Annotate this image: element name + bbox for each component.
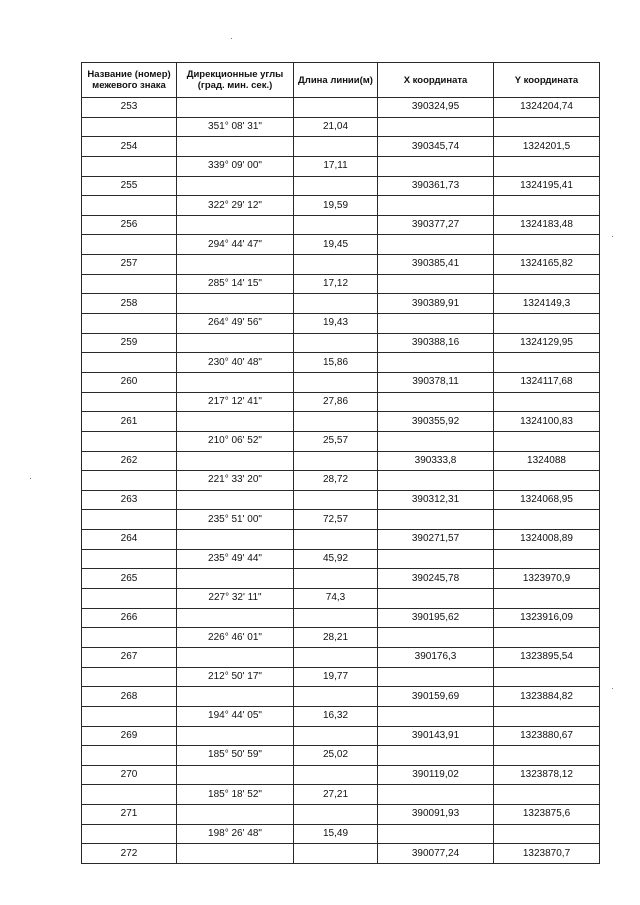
y-coordinate-cell [494, 471, 600, 491]
table-row [82, 824, 600, 844]
point-name-cell: 260 [82, 372, 177, 392]
x-coordinate-cell [378, 117, 494, 137]
x-coordinate-cell: 390176,3 [378, 647, 494, 667]
bearing-cell: 351° 08' 31" [177, 117, 294, 137]
point-name-cell [82, 785, 177, 805]
x-coordinate-cell: 390159,69 [378, 687, 494, 707]
scan-speck [30, 478, 31, 479]
bearing-cell [177, 372, 294, 392]
line-length-cell: 25,02 [294, 746, 378, 766]
point-name-cell: 263 [82, 490, 177, 510]
bearing-cell: 230° 40' 48" [177, 353, 294, 373]
point-name-cell [82, 431, 177, 451]
point-name-cell [82, 746, 177, 766]
point-name-cell [82, 471, 177, 491]
point-name-cell: 271 [82, 805, 177, 825]
line-length-cell: 17,12 [294, 274, 378, 294]
y-coordinate-cell [494, 785, 600, 805]
point-name-cell [82, 706, 177, 726]
y-coordinate-cell: 1324165,82 [494, 255, 600, 275]
line-length-cell [294, 530, 378, 550]
point-name-cell [82, 196, 177, 216]
table-row [82, 255, 600, 275]
line-length-cell: 28,21 [294, 628, 378, 648]
x-coordinate-cell: 390388,16 [378, 333, 494, 353]
x-coordinate-cell [378, 706, 494, 726]
x-coordinate-cell [378, 824, 494, 844]
y-coordinate-cell [494, 706, 600, 726]
x-coordinate-cell: 390312,31 [378, 490, 494, 510]
x-coordinate-cell: 390333,8 [378, 451, 494, 471]
table-row [82, 176, 600, 196]
point-name-cell [82, 824, 177, 844]
line-length-cell: 19,43 [294, 314, 378, 334]
point-name-cell: 257 [82, 255, 177, 275]
x-coordinate-cell [378, 589, 494, 609]
y-coordinate-cell [494, 235, 600, 255]
y-coordinate-cell [494, 392, 600, 412]
table-row [82, 274, 600, 294]
y-coordinate-cell: 1323880,67 [494, 726, 600, 746]
line-length-cell [294, 451, 378, 471]
line-length-cell [294, 412, 378, 432]
x-coordinate-cell [378, 746, 494, 766]
y-coordinate-cell [494, 156, 600, 176]
y-coordinate-cell: 1324088 [494, 451, 600, 471]
y-coordinate-cell [494, 196, 600, 216]
x-coordinate-cell: 390195,62 [378, 608, 494, 628]
table-row [82, 333, 600, 353]
y-coordinate-cell: 1323916,09 [494, 608, 600, 628]
point-name-cell [82, 392, 177, 412]
bearing-cell [177, 805, 294, 825]
x-coordinate-cell: 390143,91 [378, 726, 494, 746]
bearing-cell: 235° 49' 44" [177, 549, 294, 569]
table-row [82, 746, 600, 766]
table-row [82, 765, 600, 785]
point-name-cell [82, 353, 177, 373]
x-coordinate-cell: 390361,73 [378, 176, 494, 196]
y-coordinate-cell: 1324204,74 [494, 98, 600, 118]
bearing-cell: 217° 12' 41" [177, 392, 294, 412]
line-length-cell: 15,86 [294, 353, 378, 373]
y-coordinate-cell: 1324183,48 [494, 215, 600, 235]
point-name-cell: 261 [82, 412, 177, 432]
table-row [82, 353, 600, 373]
table-row [82, 785, 600, 805]
x-coordinate-cell [378, 196, 494, 216]
x-coordinate-cell: 390077,24 [378, 844, 494, 864]
x-coordinate-cell: 390245,78 [378, 569, 494, 589]
table-row [82, 589, 600, 609]
line-length-cell [294, 490, 378, 510]
line-length-cell [294, 98, 378, 118]
point-name-cell [82, 117, 177, 137]
y-coordinate-cell [494, 274, 600, 294]
y-coordinate-cell: 1324117,68 [494, 372, 600, 392]
line-length-cell: 19,59 [294, 196, 378, 216]
line-length-cell: 21,04 [294, 117, 378, 137]
y-coordinate-cell [494, 510, 600, 530]
x-coordinate-cell [378, 510, 494, 530]
x-coordinate-cell: 390355,92 [378, 412, 494, 432]
x-coordinate-cell: 390271,57 [378, 530, 494, 550]
y-coordinate-cell [494, 549, 600, 569]
table-row [82, 687, 600, 707]
bearing-cell [177, 176, 294, 196]
point-name-cell: 265 [82, 569, 177, 589]
point-name-cell: 255 [82, 176, 177, 196]
y-coordinate-cell: 1324068,95 [494, 490, 600, 510]
line-length-cell [294, 687, 378, 707]
table-row [82, 412, 600, 432]
table-row [82, 530, 600, 550]
point-name-cell: 266 [82, 608, 177, 628]
table-row [82, 314, 600, 334]
x-coordinate-cell: 390091,93 [378, 805, 494, 825]
bearing-cell [177, 569, 294, 589]
line-length-cell [294, 137, 378, 157]
x-coordinate-cell: 390385,41 [378, 255, 494, 275]
x-coordinate-cell [378, 431, 494, 451]
table-row [82, 196, 600, 216]
bearing-cell: 221° 33' 20" [177, 471, 294, 491]
table-row [82, 372, 600, 392]
y-coordinate-cell [494, 353, 600, 373]
line-length-cell [294, 333, 378, 353]
bearing-cell [177, 137, 294, 157]
x-coordinate-cell: 390345,74 [378, 137, 494, 157]
y-coordinate-cell: 1323884,82 [494, 687, 600, 707]
y-coordinate-cell [494, 117, 600, 137]
table-row [82, 235, 600, 255]
line-length-cell [294, 805, 378, 825]
point-name-cell [82, 274, 177, 294]
point-name-cell [82, 156, 177, 176]
bearing-cell: 194° 44' 05" [177, 706, 294, 726]
point-name-cell: 269 [82, 726, 177, 746]
table-row [82, 451, 600, 471]
bearing-cell [177, 687, 294, 707]
table-row [82, 549, 600, 569]
bearing-cell [177, 530, 294, 550]
y-coordinate-cell: 1324201,5 [494, 137, 600, 157]
x-coordinate-cell [378, 628, 494, 648]
x-coordinate-cell: 390389,91 [378, 294, 494, 314]
x-coordinate-cell [378, 274, 494, 294]
y-coordinate-cell [494, 824, 600, 844]
bearing-cell: 185° 18' 52" [177, 785, 294, 805]
y-coordinate-cell [494, 431, 600, 451]
scan-speck [231, 38, 232, 39]
line-length-cell [294, 726, 378, 746]
bearing-cell: 322° 29' 12" [177, 196, 294, 216]
bearing-cell [177, 647, 294, 667]
y-coordinate-cell: 1323895,54 [494, 647, 600, 667]
point-name-cell: 262 [82, 451, 177, 471]
header-line-length: Длина линии(м) [294, 63, 378, 98]
table-header-row [82, 63, 600, 98]
table-body [82, 98, 600, 864]
bearing-cell [177, 451, 294, 471]
x-coordinate-cell [378, 785, 494, 805]
table-row [82, 156, 600, 176]
line-length-cell [294, 215, 378, 235]
point-name-cell: 268 [82, 687, 177, 707]
bearing-cell [177, 255, 294, 275]
x-coordinate-cell: 390324,95 [378, 98, 494, 118]
bearing-cell: 210° 06' 52" [177, 431, 294, 451]
line-length-cell [294, 176, 378, 196]
point-name-cell: 267 [82, 647, 177, 667]
y-coordinate-cell: 1324195,41 [494, 176, 600, 196]
y-coordinate-cell: 1324008,89 [494, 530, 600, 550]
x-coordinate-cell [378, 392, 494, 412]
y-coordinate-cell: 1323878,12 [494, 765, 600, 785]
table-row [82, 490, 600, 510]
table-row [82, 510, 600, 530]
line-length-cell [294, 844, 378, 864]
x-coordinate-cell: 390378,11 [378, 372, 494, 392]
table-row [82, 608, 600, 628]
bearing-cell [177, 608, 294, 628]
line-length-cell [294, 608, 378, 628]
bearing-cell [177, 215, 294, 235]
x-coordinate-cell: 390377,27 [378, 215, 494, 235]
bearing-cell: 294° 44' 47" [177, 235, 294, 255]
point-name-cell [82, 314, 177, 334]
x-coordinate-cell [378, 353, 494, 373]
header-bearing: Дирекционные углы (град. мин. сек.) [177, 63, 294, 98]
line-length-cell [294, 647, 378, 667]
bearing-cell: 339° 09' 00" [177, 156, 294, 176]
table-row [82, 805, 600, 825]
table-row [82, 667, 600, 687]
x-coordinate-cell [378, 235, 494, 255]
bearing-cell [177, 333, 294, 353]
line-length-cell: 28,72 [294, 471, 378, 491]
point-name-cell: 254 [82, 137, 177, 157]
table-row [82, 471, 600, 491]
bearing-cell: 226° 46' 01" [177, 628, 294, 648]
y-coordinate-cell [494, 667, 600, 687]
line-length-cell [294, 372, 378, 392]
line-length-cell [294, 294, 378, 314]
bearing-cell: 285° 14' 15" [177, 274, 294, 294]
table-row [82, 726, 600, 746]
table-row [82, 431, 600, 451]
point-name-cell: 264 [82, 530, 177, 550]
line-length-cell [294, 765, 378, 785]
line-length-cell: 25,57 [294, 431, 378, 451]
table-row [82, 98, 600, 118]
scan-speck [612, 688, 613, 689]
table-row [82, 628, 600, 648]
point-name-cell [82, 549, 177, 569]
x-coordinate-cell [378, 549, 494, 569]
bearing-cell: 198° 26' 48" [177, 824, 294, 844]
line-length-cell: 72,57 [294, 510, 378, 530]
line-length-cell: 15,49 [294, 824, 378, 844]
table-row [82, 569, 600, 589]
bearing-cell: 235° 51' 00" [177, 510, 294, 530]
line-length-cell: 19,45 [294, 235, 378, 255]
line-length-cell: 17,11 [294, 156, 378, 176]
table-row [82, 294, 600, 314]
line-length-cell [294, 569, 378, 589]
bearing-cell [177, 765, 294, 785]
line-length-cell: 19,77 [294, 667, 378, 687]
y-coordinate-cell: 1323970,9 [494, 569, 600, 589]
y-coordinate-cell [494, 628, 600, 648]
table-row [82, 706, 600, 726]
line-length-cell: 45,92 [294, 549, 378, 569]
y-coordinate-cell [494, 746, 600, 766]
point-name-cell: 272 [82, 844, 177, 864]
y-coordinate-cell [494, 314, 600, 334]
bearing-cell: 212° 50' 17" [177, 667, 294, 687]
point-name-cell [82, 589, 177, 609]
x-coordinate-cell [378, 471, 494, 491]
table-row [82, 647, 600, 667]
bearing-cell: 185° 50' 59" [177, 746, 294, 766]
line-length-cell: 16,32 [294, 706, 378, 726]
table-row [82, 137, 600, 157]
bearing-cell [177, 412, 294, 432]
table-row [82, 215, 600, 235]
line-length-cell: 74,3 [294, 589, 378, 609]
point-name-cell: 259 [82, 333, 177, 353]
line-length-cell [294, 255, 378, 275]
bearing-cell [177, 726, 294, 746]
header-point-name: Название (номер) межевого знака [82, 63, 177, 98]
y-coordinate-cell: 1324100,83 [494, 412, 600, 432]
y-coordinate-cell: 1324129,95 [494, 333, 600, 353]
y-coordinate-cell: 1323870,7 [494, 844, 600, 864]
point-name-cell: 253 [82, 98, 177, 118]
point-name-cell: 258 [82, 294, 177, 314]
table-row [82, 844, 600, 864]
line-length-cell: 27,21 [294, 785, 378, 805]
boundary-coordinates-table [81, 62, 600, 864]
point-name-cell [82, 235, 177, 255]
bearing-cell [177, 490, 294, 510]
y-coordinate-cell: 1324149,3 [494, 294, 600, 314]
point-name-cell [82, 510, 177, 530]
bearing-cell: 264° 49' 56" [177, 314, 294, 334]
bearing-cell [177, 294, 294, 314]
table-row [82, 392, 600, 412]
x-coordinate-cell [378, 667, 494, 687]
bearing-cell [177, 98, 294, 118]
header-y-coordinate: Y координата [494, 63, 600, 98]
line-length-cell: 27,86 [294, 392, 378, 412]
y-coordinate-cell [494, 589, 600, 609]
point-name-cell [82, 628, 177, 648]
point-name-cell: 270 [82, 765, 177, 785]
x-coordinate-cell [378, 156, 494, 176]
x-coordinate-cell [378, 314, 494, 334]
y-coordinate-cell: 1323875,6 [494, 805, 600, 825]
x-coordinate-cell: 390119,02 [378, 765, 494, 785]
table-row [82, 117, 600, 137]
header-x-coordinate: X координата [378, 63, 494, 98]
point-name-cell: 256 [82, 215, 177, 235]
point-name-cell [82, 667, 177, 687]
bearing-cell: 227° 32' 11" [177, 589, 294, 609]
scan-speck [612, 236, 613, 237]
bearing-cell [177, 844, 294, 864]
